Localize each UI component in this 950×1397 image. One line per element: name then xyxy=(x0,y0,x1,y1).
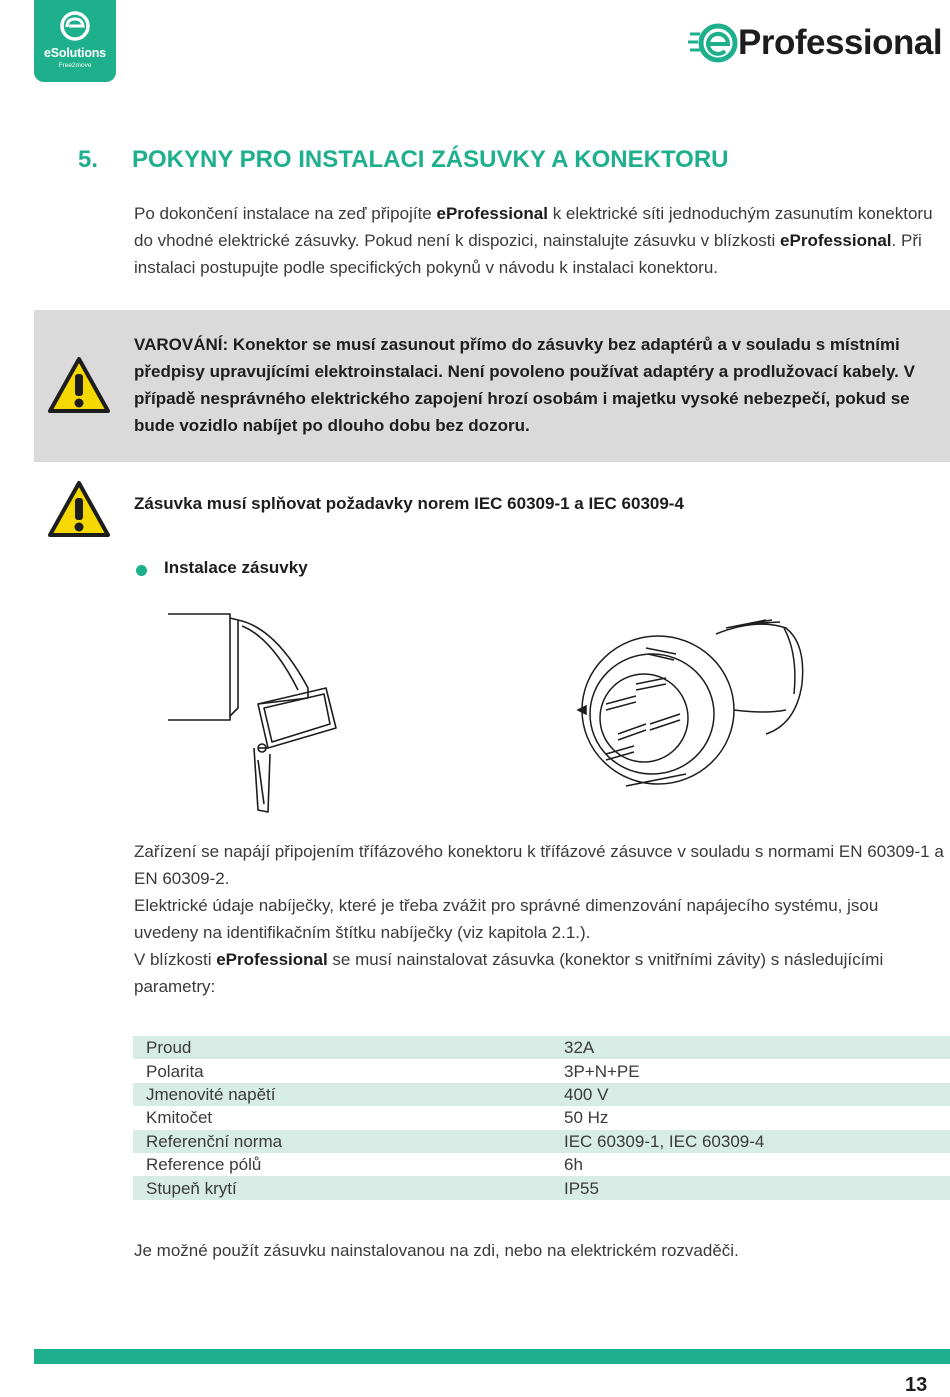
connector-plug-illustration xyxy=(566,614,816,794)
section-number: 5. xyxy=(78,146,99,173)
warning-text: VAROVÁNÍ: Konektor se musí zasunout přímo do zásuvky bez adaptérů a v souladu s místními předpisy upravujícími elektroinstalaci. Není povoleno používat adaptéry a prodlužovací kabely. V případě nesprávného elektrického zapojení hrozí osobám i majetku vysoké nebezpečí, pokud se bude vozidlo nabíjet po dlouho dobu bez dozoru. xyxy=(134,335,915,435)
description-line-2: Elektrické údaje nabíječky, které je třeba zvážit pro správné dimenzování napájecího systému, jsou uvedeny na identifikačním štítku nabíječky (viz kapitola 2.1.). xyxy=(134,896,879,942)
description-text-c: se musí nainstalovat zásuvka (konektor s vnitřními závity) s následujícími parametry: xyxy=(134,950,884,996)
norm-requirement: Zásuvka musí splňovat požadavky norem IEC 60309-1 a IEC 60309-4 xyxy=(134,494,684,513)
warning-triangle-icon xyxy=(47,356,111,414)
esolutions-plug-icon xyxy=(59,10,91,42)
spec-label: Proud xyxy=(146,1038,192,1058)
intro-paragraph xyxy=(134,200,946,281)
description-brand: eProfessional xyxy=(216,950,328,969)
spec-label: Polarita xyxy=(146,1061,204,1081)
spec-value: 32A xyxy=(564,1038,595,1058)
spec-value: 3P+N+PE xyxy=(564,1061,640,1081)
intro-text-3: . Při instalaci postupujte podle specifických pokynů v návodu k instalaci konektoru. xyxy=(134,231,922,277)
table-row xyxy=(133,1083,950,1106)
intro-text-1: Po dokončení instalace na zeď připojíte xyxy=(134,204,437,223)
wall-socket-illustration xyxy=(158,608,348,818)
description xyxy=(134,838,946,1000)
bullet-label: Instalace zásuvky xyxy=(164,558,308,577)
intro-brand-2: eProfessional xyxy=(780,231,892,250)
esolutions-logo xyxy=(34,0,116,82)
intro-brand-1: eProfessional xyxy=(436,204,548,223)
spec-label: Jmenovité napětí xyxy=(146,1084,276,1104)
table-row xyxy=(133,1153,950,1176)
table-row xyxy=(133,1036,950,1059)
spec-value: 50 Hz xyxy=(564,1108,609,1128)
table-row xyxy=(133,1059,950,1082)
bullet-dot xyxy=(136,565,147,576)
spec-table xyxy=(133,1036,950,1200)
warning-box xyxy=(34,310,950,462)
table-row xyxy=(133,1106,950,1129)
intro-text-2: k elektrické síti jednoduchým zasunutím konektoru do vhodné elektrické zásuvky. Pokud není k dispozici, nainstalujte zásuvku v blízkosti xyxy=(134,204,933,250)
description-line-1: Zařízení se napájí připojením třífázového konektoru k třífázové zásuvce v souladu s normami EN 60309-1 a EN 60309-2. xyxy=(134,842,944,888)
page-number: 13 xyxy=(905,1374,928,1396)
table-row xyxy=(133,1130,950,1153)
spec-value: 6h xyxy=(564,1155,583,1175)
spec-label: Reference pólů xyxy=(146,1155,262,1175)
logo-wordmark: Professional xyxy=(738,23,943,62)
section-title: POKYNY PRO INSTALACI ZÁSUVKY A KONEKTORU xyxy=(132,146,729,173)
spec-label: Stupeň krytí xyxy=(146,1178,237,1198)
eprofessional-e-icon xyxy=(688,20,740,68)
closing-note: Je možné použít zásuvku nainstalovanou na zdi, nebo na elektrickém rozvaděči. xyxy=(134,1241,739,1260)
description-text-a: V blízkosti xyxy=(134,950,217,969)
spec-value: IP55 xyxy=(564,1178,599,1198)
spec-value: IEC 60309-1, IEC 60309-4 xyxy=(564,1131,765,1151)
footer-bar xyxy=(34,1349,950,1364)
warning-triangle-icon xyxy=(47,480,111,538)
description-line-3 xyxy=(134,946,946,1000)
brand-badge-sub: Free2move xyxy=(58,62,92,69)
spec-label: Kmitočet xyxy=(146,1108,213,1128)
table-row xyxy=(133,1176,950,1199)
spec-label: Referenční norma xyxy=(146,1131,283,1151)
brand-badge-name: eSolutions xyxy=(44,46,106,60)
eprofessional-logo xyxy=(688,20,950,68)
spec-value: 400 V xyxy=(564,1084,609,1104)
